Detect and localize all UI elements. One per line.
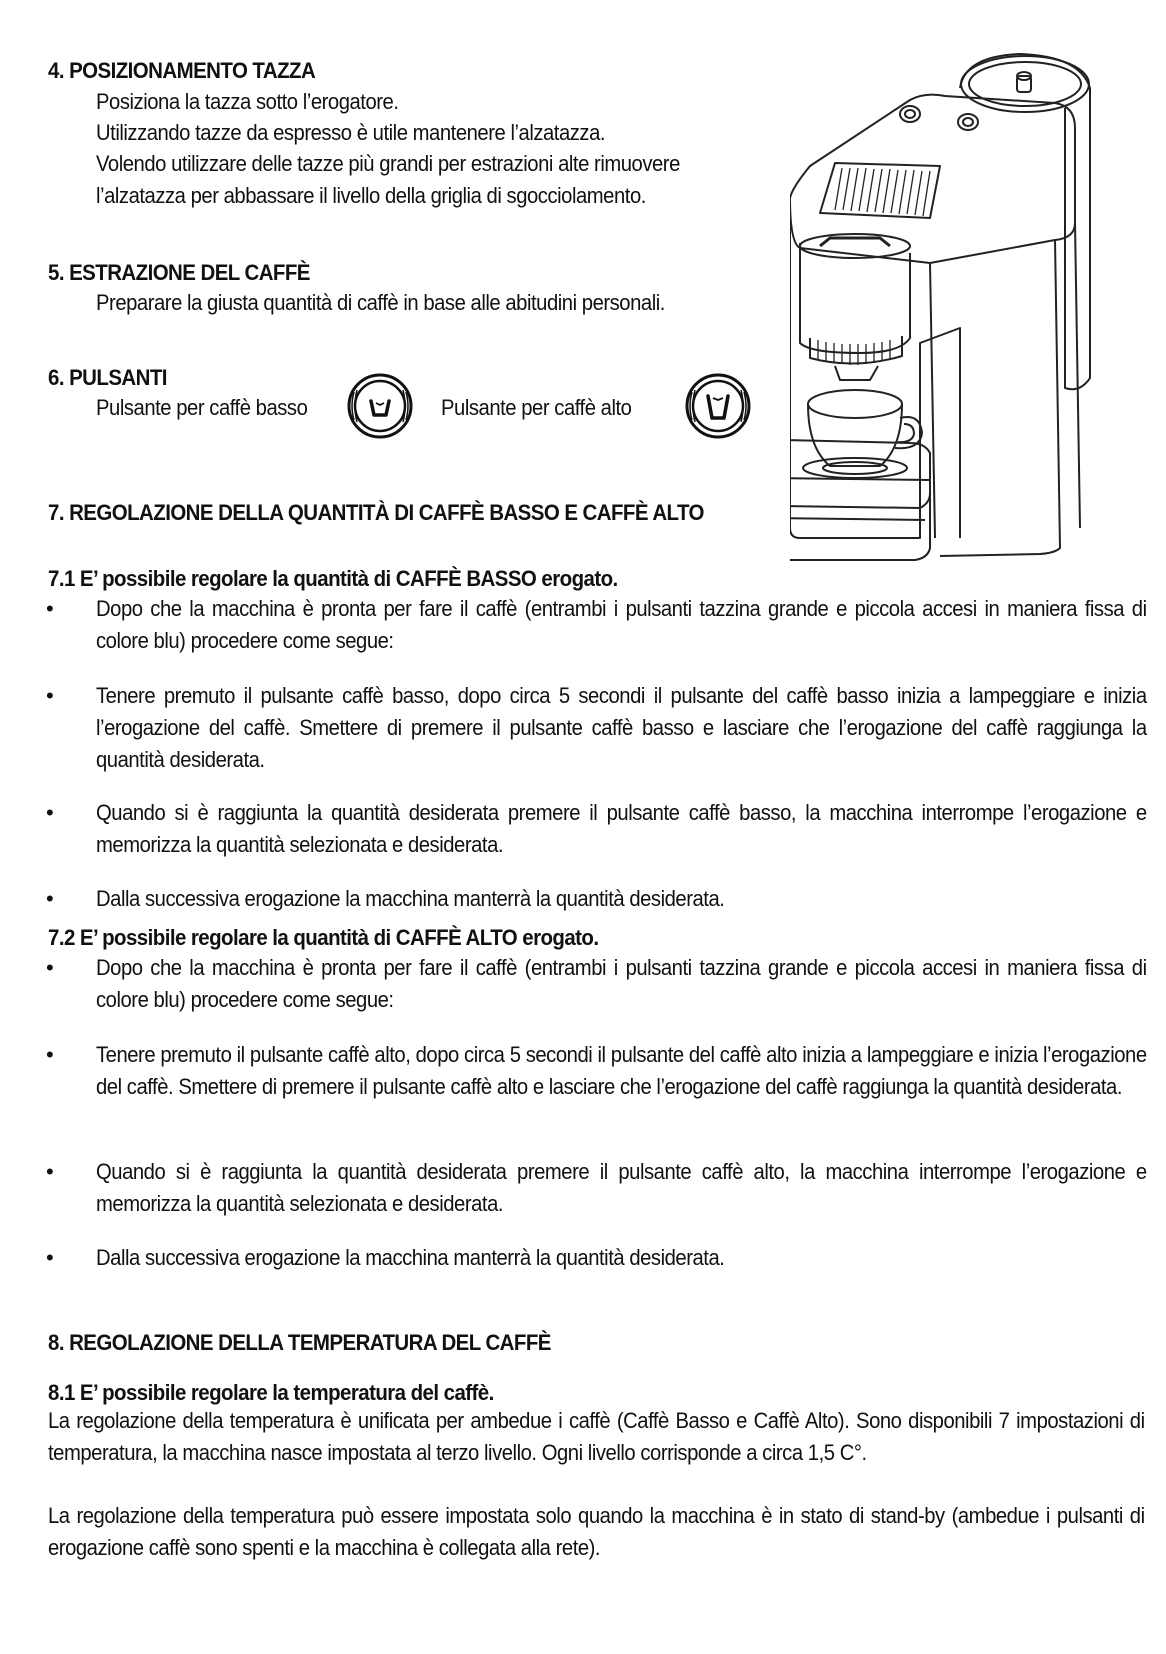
bullet-icon: • — [46, 955, 54, 980]
section-4-line: Volendo utilizzare delle tazze più grandi per estrazioni alte rimuovere — [96, 151, 680, 176]
section-4-line: Utilizzando tazze da espresso è utile mantenere l’alzatazza. — [96, 120, 606, 145]
section-4-line: Posiziona la tazza sotto l’erogatore. — [96, 89, 399, 114]
button-alto-label: Pulsante per caffè alto — [441, 395, 632, 420]
list-item: Dalla successiva erogazione la macchina manterrà la quantità desiderata. — [96, 886, 725, 911]
section-7-heading: 7. REGOLAZIONE DELLA QUANTITÀ DI CAFFÈ BASSO E CAFFÈ ALTO — [48, 500, 704, 525]
coffee-machine-illustration — [790, 48, 1130, 588]
section-4-heading: 4. POSIZIONAMENTO TAZZA — [48, 58, 316, 83]
bullet-icon: • — [46, 683, 54, 708]
bullet-icon: • — [46, 886, 54, 911]
small-cup-button-icon — [346, 372, 414, 440]
section-7-1-heading: 7.1 E’ possibile regolare la quantità di CAFFÈ BASSO erogato. — [48, 566, 618, 591]
section-8-paragraph: La regolazione della temperatura è unificata per ambedue i caffè (Caffè Basso e Caffè Alto). Sono disponibili 7 impostazioni di temperatura, la macchina nasce impostata al terzo livello. Ogni livello corrisponde a circa 1,5 C°. — [48, 1408, 1145, 1465]
bullet-icon: • — [46, 800, 54, 825]
bullet-icon: • — [46, 1245, 54, 1270]
list-item: Tenere premuto il pulsante caffè basso, dopo circa 5 secondi il pulsante del caffè basso inizia a lampeggiare e inizia l’erogazione del caffè. Smettere di premere il pulsante caffè basso e lasciare che l’erogazione del caffè raggiunga la quantità desiderata. — [96, 683, 1147, 772]
section-5-line: Preparare la giusta quantità di caffè in base alle abitudini personali. — [96, 290, 665, 315]
section-6-heading: 6. PULSANTI — [48, 365, 167, 390]
bullet-icon: • — [46, 1042, 54, 1067]
section-8-paragraph: La regolazione della temperatura può essere impostata solo quando la macchina è in stato di stand-by (ambedue i pulsanti di erogazione caffè sono spenti e la macchina è collegata alla rete). — [48, 1503, 1145, 1560]
tall-cup-button-icon — [684, 372, 752, 440]
bullet-icon: • — [46, 596, 54, 621]
list-item: Tenere premuto il pulsante caffè alto, dopo circa 5 secondi il pulsante del caffè alto inizia a lampeggiare e inizia l’erogazione del caffè. Smettere di premere il pulsante caffè alto e lasciare che l’erogazione del caffè raggiunga la quantità desiderata. — [96, 1042, 1147, 1099]
list-item: Quando si è raggiunta la quantità desiderata premere il pulsante caffè basso, la macchina interrompe l’erogazione e memorizza la quantità selezionata e desiderata. — [96, 800, 1147, 857]
section-8-1-heading: 8.1 E’ possibile regolare la temperatura del caffè. — [48, 1380, 494, 1405]
list-item: Quando si è raggiunta la quantità desiderata premere il pulsante caffè alto, la macchina interrompe l’erogazione e memorizza la quantità selezionata e desiderata. — [96, 1159, 1147, 1216]
list-item: Dopo che la macchina è pronta per fare il caffè (entrambi i pulsanti tazzina grande e piccola accesi in maniera fissa di colore blu) procedere come segue: — [96, 955, 1147, 1012]
list-item: Dopo che la macchina è pronta per fare il caffè (entrambi i pulsanti tazzina grande e piccola accesi in maniera fissa di colore blu) procedere come segue: — [96, 596, 1147, 653]
section-8-heading: 8. REGOLAZIONE DELLA TEMPERATURA DEL CAFFÈ — [48, 1330, 551, 1355]
section-5-heading: 5. ESTRAZIONE DEL CAFFÈ — [48, 260, 310, 285]
section-4-line: l’alzatazza per abbassare il livello della griglia di sgocciolamento. — [96, 183, 646, 208]
button-basso-label: Pulsante per caffè basso — [96, 395, 308, 420]
bullet-icon: • — [46, 1159, 54, 1184]
list-item: Dalla successiva erogazione la macchina manterrà la quantità desiderata. — [96, 1245, 725, 1270]
section-7-2-heading: 7.2 E’ possibile regolare la quantità di CAFFÈ ALTO erogato. — [48, 925, 599, 950]
